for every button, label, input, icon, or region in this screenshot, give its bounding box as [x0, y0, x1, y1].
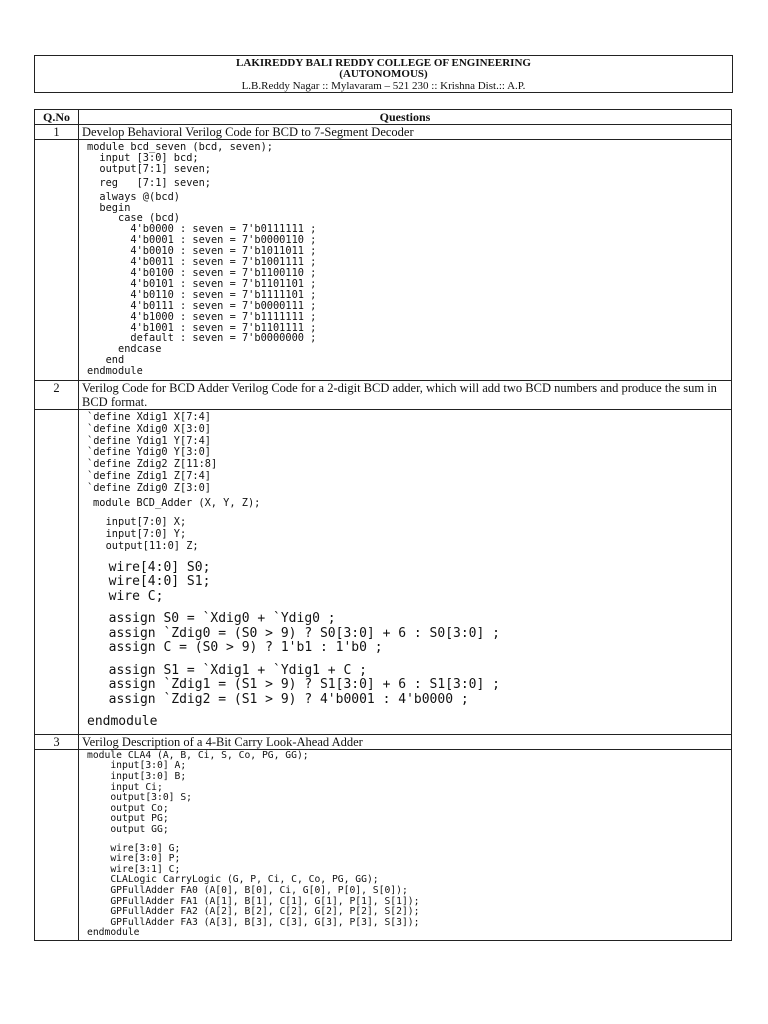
- questions-table: [34, 109, 732, 941]
- code-line: module bcd_seven (bcd, seven);: [87, 141, 273, 153]
- code-block: [79, 750, 731, 837]
- code-block: [79, 140, 731, 178]
- code-line: CLALogic CarryLogic (G, P, Ci, C, Co, PG, GG);: [87, 874, 379, 886]
- code-line: output Co;: [87, 802, 169, 814]
- code-block: [79, 497, 731, 512]
- code-line: endmodule: [87, 927, 140, 939]
- code-line: wire C;: [93, 588, 164, 604]
- code-line: 4'b0110 : seven = 7'b1111101 ;: [87, 288, 317, 301]
- code-line: 4'b0001 : seven = 7'b0000110 ;: [87, 234, 317, 247]
- code-line: wire[4:0] S1;: [93, 574, 211, 590]
- code-line: GPFullAdder FA2 (A[2], B[2], C[2], G[2], P[2], S[2]);: [87, 906, 420, 918]
- table-header-row: [35, 110, 732, 125]
- code-block: [79, 709, 731, 734]
- code-line: input[3:0] A;: [87, 760, 187, 772]
- code-line: 4'b1000 : seven = 7'b1111111 ;: [87, 310, 317, 323]
- code-line: endmodule: [87, 365, 143, 378]
- question-title: Verilog Code for BCD Adder Verilog Code for a 2-digit BCD adder, which will add two BCD numbers and produce the sum in BCD format.: [79, 381, 732, 410]
- code-row: [35, 140, 732, 381]
- code-line: `define Zdig0 Z[3:0]: [87, 481, 211, 494]
- code-line: output PG;: [87, 813, 169, 825]
- code-block: [79, 192, 731, 380]
- college-status: (AUTONOMOUS): [339, 68, 428, 80]
- code-line: endcase: [87, 343, 162, 356]
- question-number: 3: [35, 734, 79, 749]
- code-line: GPFullAdder FA3 (A[3], B[3], C[3], G[3], P[3], S[3]);: [87, 916, 420, 928]
- code-block: [79, 837, 731, 940]
- question-title: Develop Behavioral Verilog Code for BCD to 7-Segment Decoder: [79, 125, 732, 140]
- code-line: 4'b0100 : seven = 7'b1100110 ;: [87, 266, 317, 279]
- code-line: endmodule: [87, 714, 158, 730]
- code-block: [79, 178, 731, 192]
- code-block: [79, 658, 731, 710]
- code-block: [79, 511, 731, 554]
- qno-header: Q.No: [35, 110, 79, 125]
- code-line: assign S0 = `Xdig0 + `Ydig0 ;: [93, 611, 336, 627]
- college-address: L.B.Reddy Nagar :: Mylavaram – 521 230 :: Krishna Dist.:: A.P.: [241, 80, 526, 92]
- code-line: `define Xdig1 X[7:4]: [87, 411, 211, 424]
- question-number: 2: [35, 381, 79, 410]
- code-line: wire[3:0] G;: [87, 842, 181, 854]
- code-line: `define Ydig1 Y[7:4]: [87, 434, 211, 447]
- code-block: [79, 555, 731, 607]
- code-line: output[11:0] Z;: [87, 540, 199, 552]
- code-line: 4'b0011 : seven = 7'b1001111 ;: [87, 256, 317, 269]
- code-line: `define Zdig2 Z[11:8]: [87, 458, 218, 471]
- code-line: case (bcd): [87, 212, 180, 225]
- question-row: [35, 381, 732, 410]
- code-block: [79, 410, 731, 497]
- code-block: [79, 606, 731, 658]
- code-line: 4'b0010 : seven = 7'b1011011 ;: [87, 245, 317, 258]
- code-line: 4'b0000 : seven = 7'b0111111 ;: [87, 223, 317, 236]
- code-cell: [79, 140, 732, 381]
- code-line: assign `Zdig2 = (S1 > 9) ? 4'b0001 : 4'b0000 ;: [93, 691, 469, 707]
- code-line: wire[3:0] P;: [87, 853, 181, 865]
- question-row: [35, 125, 732, 140]
- code-line: `define Ydig0 Y[3:0]: [87, 446, 211, 459]
- code-line: output GG;: [87, 823, 169, 835]
- code-line: 4'b0101 : seven = 7'b1101101 ;: [87, 277, 317, 290]
- college-header: [34, 55, 733, 93]
- code-line: assign C = (S0 > 9) ? 1'b1 : 1'b0 ;: [93, 640, 383, 656]
- question-number: 1: [35, 125, 79, 140]
- code-line: input [3:0] bcd;: [87, 151, 199, 164]
- code-line: GPFullAdder FA1 (A[1], B[1], C[1], G[1], P[1], S[1]);: [87, 895, 420, 907]
- code-line: GPFullAdder FA0 (A[0], B[0], Ci, G[0], P[0], S[0]);: [87, 884, 408, 896]
- code-line: 4'b1001 : seven = 7'b1101111 ;: [87, 321, 317, 334]
- code-row: [35, 749, 732, 940]
- code-line: reg [7:1] seven;: [87, 176, 211, 189]
- question-title: Verilog Description of a 4-Bit Carry Look-Ahead Adder: [79, 734, 732, 749]
- code-line: wire[3:1] C;: [87, 863, 181, 875]
- code-line: input[3:0] B;: [87, 770, 187, 782]
- code-line: input Ci;: [87, 781, 163, 793]
- code-line: input[7:0] X;: [87, 516, 187, 529]
- code-line: assign `Zdig1 = (S1 > 9) ? S1[3:0] + 6 : S1[3:0] ;: [93, 677, 500, 693]
- code-line: assign S1 = `Xdig1 + `Ydig1 + C ;: [93, 662, 367, 678]
- college-name: LAKIREDDY BALI REDDY COLLEGE OF ENGINEERING: [236, 57, 531, 69]
- code-line: wire[4:0] S0;: [93, 559, 211, 575]
- code-line: begin: [87, 201, 131, 214]
- code-line: input[7:0] Y;: [87, 528, 187, 541]
- code-line: default : seven = 7'b0000000 ;: [87, 332, 317, 345]
- code-cell: [79, 749, 732, 940]
- code-line: module BCD_Adder (X, Y, Z);: [93, 496, 261, 509]
- code-line: output[7:1] seven;: [87, 162, 211, 175]
- code-line: output[3:0] S;: [87, 792, 192, 804]
- code-line: always @(bcd): [87, 190, 180, 203]
- code-row: [35, 410, 732, 735]
- code-line: `define Zdig1 Z[7:4]: [87, 470, 211, 483]
- code-line: end: [87, 354, 125, 367]
- code-line: 4'b0111 : seven = 7'b0000111 ;: [87, 299, 317, 312]
- code-cell: [79, 410, 732, 735]
- questions-header: Questions: [79, 110, 732, 125]
- code-line: `define Xdig0 X[3:0]: [87, 422, 211, 435]
- question-row: [35, 734, 732, 749]
- code-line: module CLA4 (A, B, Ci, S, Co, PG, GG);: [87, 749, 309, 761]
- code-line: assign `Zdig0 = (S0 > 9) ? S0[3:0] + 6 : S0[3:0] ;: [93, 625, 500, 641]
